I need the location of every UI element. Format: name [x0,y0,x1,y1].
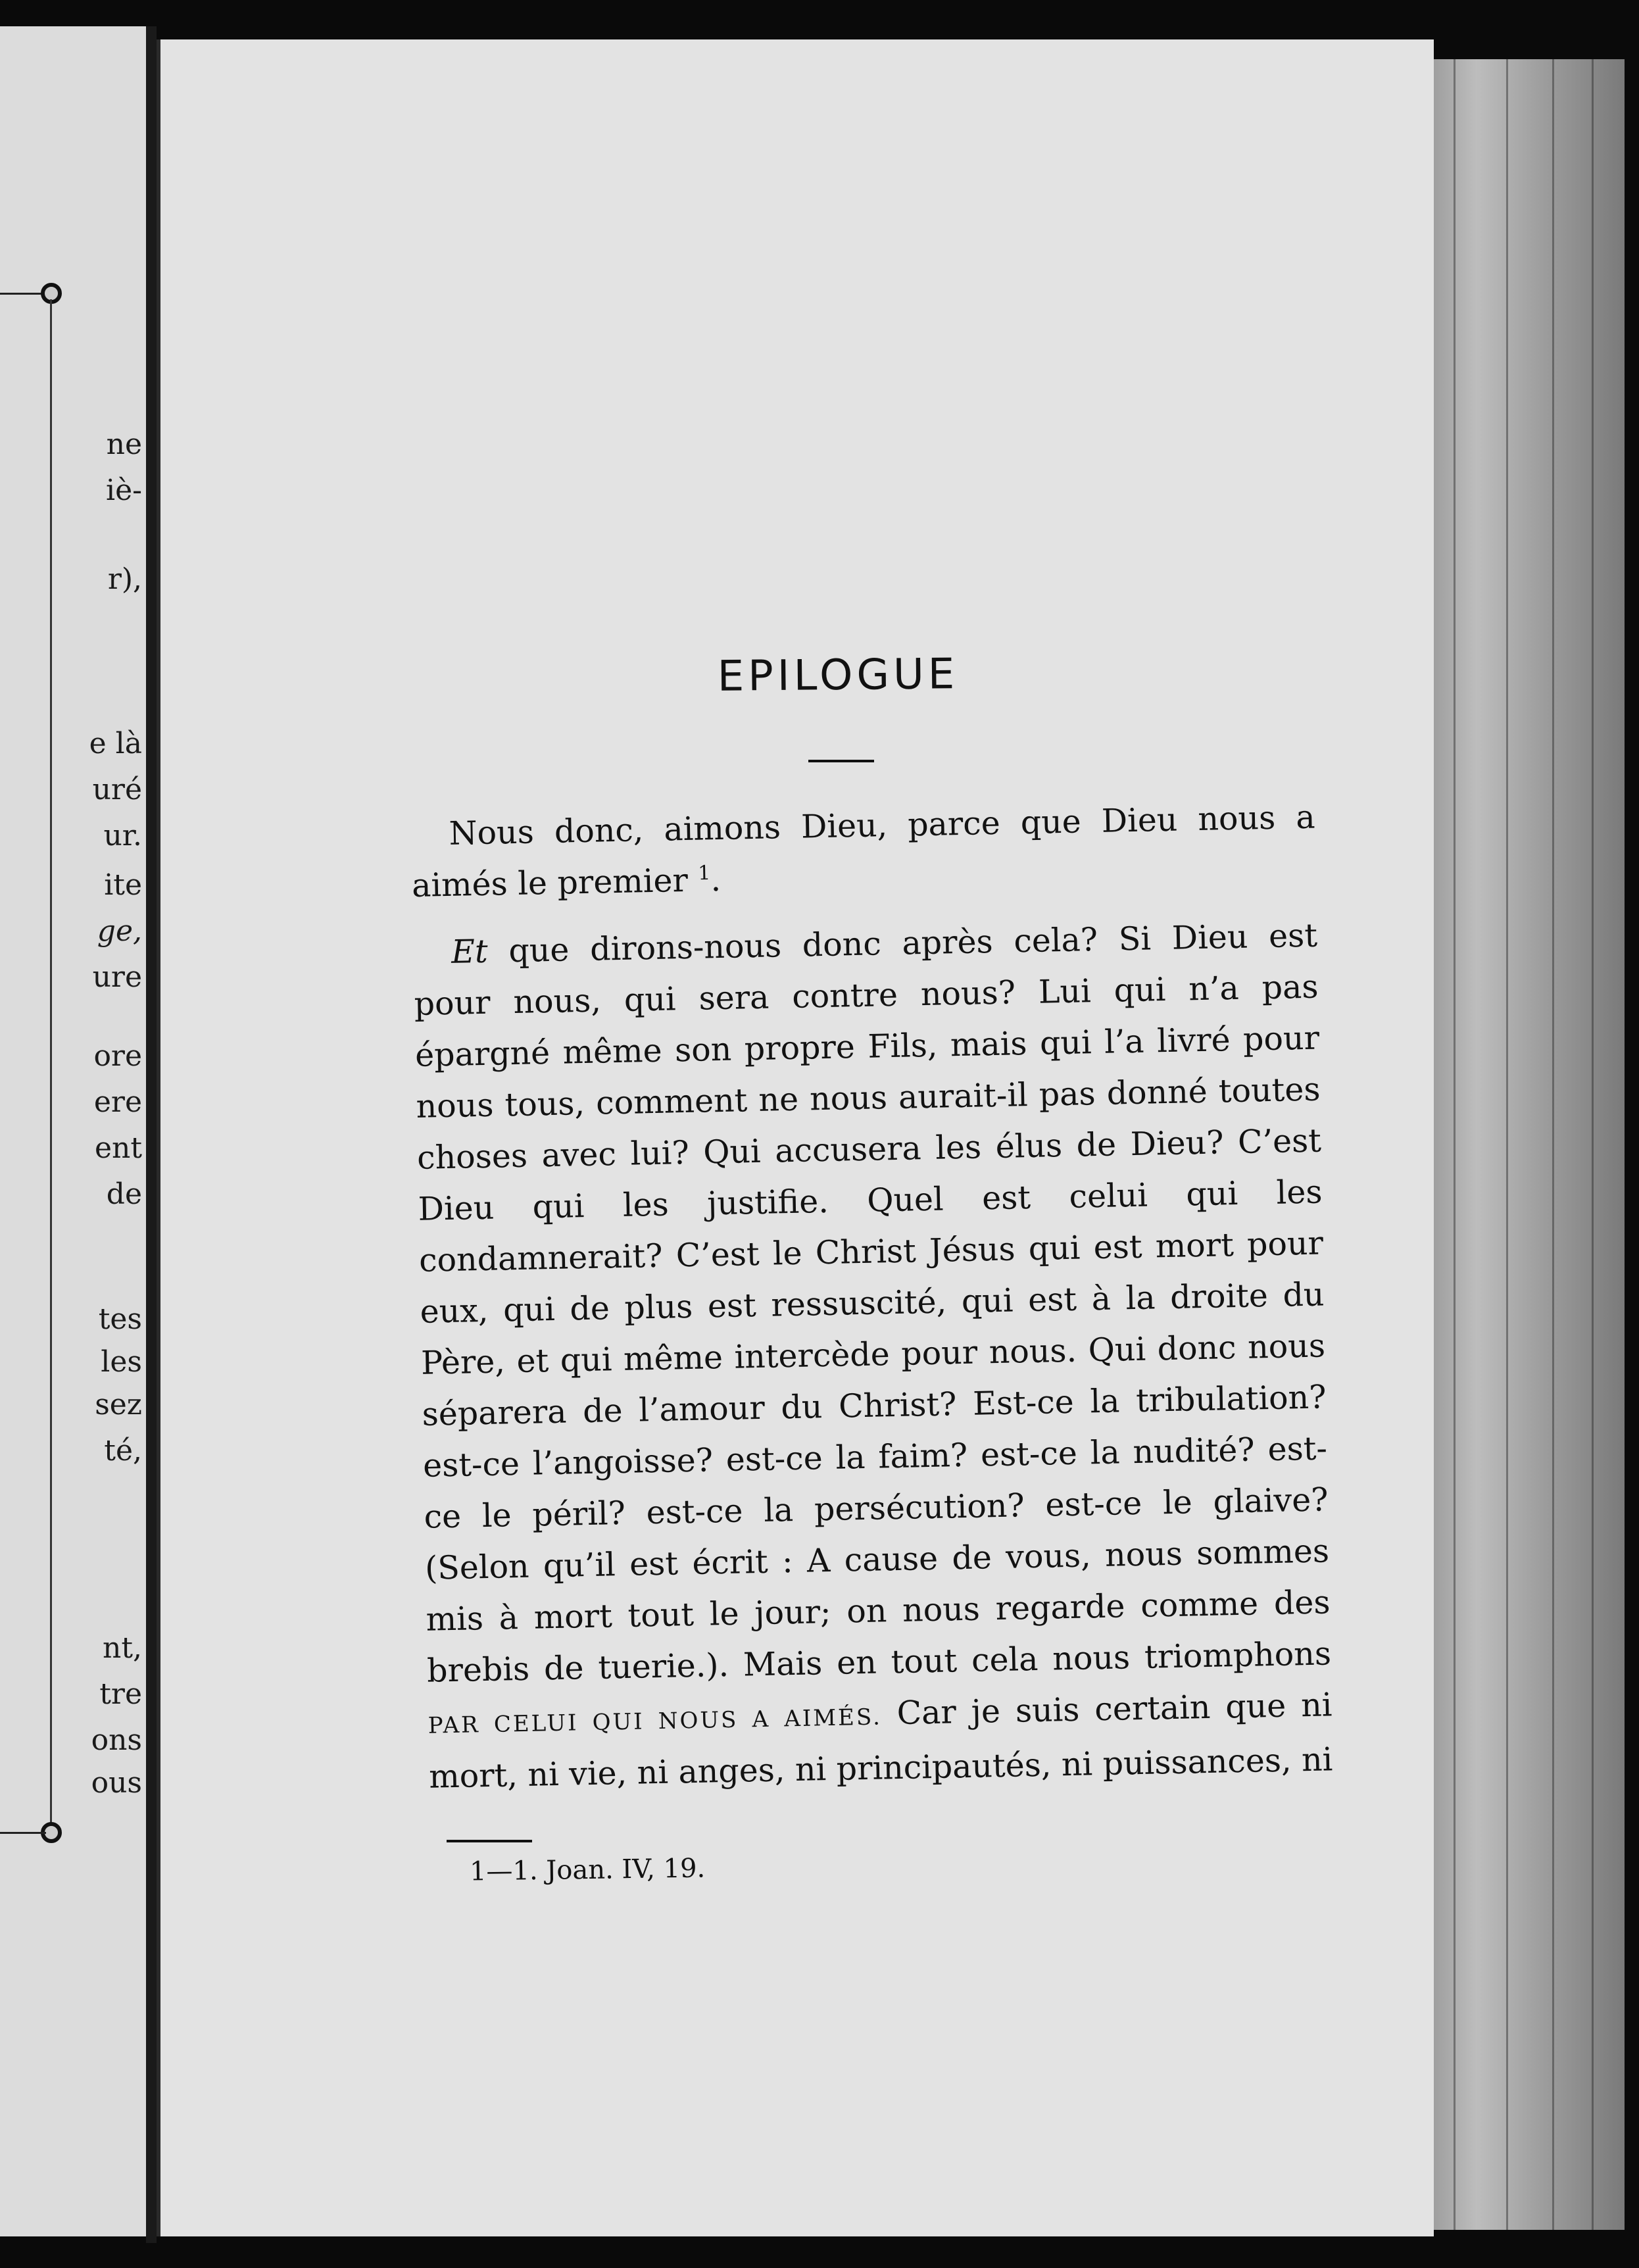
left-page-fragment: iè- [106,474,142,507]
text-segment: Car je suis certain que ni mort, ni vie, ni anges, ni principautés, ni puissances, ni [428,1686,1333,1796]
left-page-fragment: ite [104,868,142,902]
left-page-vertical-rule [50,299,52,1832]
left-page-fragment: tre [99,1677,142,1711]
left-page-fragment: ge, [97,914,142,948]
left-page-fragment: sez [95,1388,142,1421]
left-page-fragment: ure [92,960,142,994]
book-gutter [146,26,157,2243]
left-page-fragment: ore [93,1039,142,1073]
footnote-rule [447,1840,532,1842]
left-page-fragment: ent [94,1131,142,1165]
left-page-bottom-rule [0,1832,46,1834]
left-page-fragment: ere [93,1085,142,1119]
next-pages-edge [1427,59,1625,2230]
left-page-fragment: r), [107,562,142,596]
page-title: EPILOGUE [717,650,959,701]
left-page-fragment: té, [104,1434,142,1467]
footnote-marker: 1 [697,861,711,885]
left-page-fragment: e là [89,727,142,760]
left-page-fragment: ons [91,1723,142,1757]
title-rule [808,760,874,762]
book-page [157,39,1434,2236]
left-page-fragment: nt, [102,1631,142,1665]
left-page-fragment: ous [91,1766,142,1800]
text-segment: Nous donc, aimons Dieu, parce que Dieu nous a aimés le premier [411,798,1316,904]
text-segment: Et [451,932,489,971]
left-page-fragment: ur. [103,819,142,852]
left-page-fragment: tes [98,1302,142,1336]
left-page-fragment: uré [92,773,142,806]
previous-page-edge [0,26,146,2236]
body-text [410,792,1334,1803]
text-segment: . [710,860,722,899]
footnote: 1—1. Joan. IV, 19. [469,1853,706,1887]
left-page-fragment: les [101,1345,142,1379]
left-page-fragment: de [106,1177,142,1211]
left-page-top-rule [0,293,46,295]
left-page-fragment: ne [106,428,142,461]
paragraph [410,792,1317,912]
text-segment: que dirons-nous donc après cela? Si Dieu est pour nous, qui sera contre nous? Lui qui n’a pas épargné même son propre Fils, mais qui l’a livré pour nous tous, comment ne nous aurait-il pas donné toutes choses avec lui? Qui accusera les élus de Dieu? C’est Dieu qui les justifie. Quel est celui qui les condamnerait? C’est le Christ Jésus qui est mort pour eux, qui de plus est ressuscité, qui est à la droite du Père, et qui même intercède pour nous. Qui donc nous séparera de l’amour du Christ? Est-ce la tribulation? est-ce l’angoisse? est-ce la faim? est-ce la nudité? est-ce le péril? est-ce la persécution? est-ce le glaive? (Selon qu’il est écrit : A cause de vous, nous sommes mis à mort tout le jour; on nous regarde comme des brebis de tuerie.). Mais en tout cela nous triomphons [414,916,1332,1690]
paragraph [412,910,1333,1803]
text-segment: PAR CELUI QUI NOUS A AIMÉS. [428,1704,883,1739]
